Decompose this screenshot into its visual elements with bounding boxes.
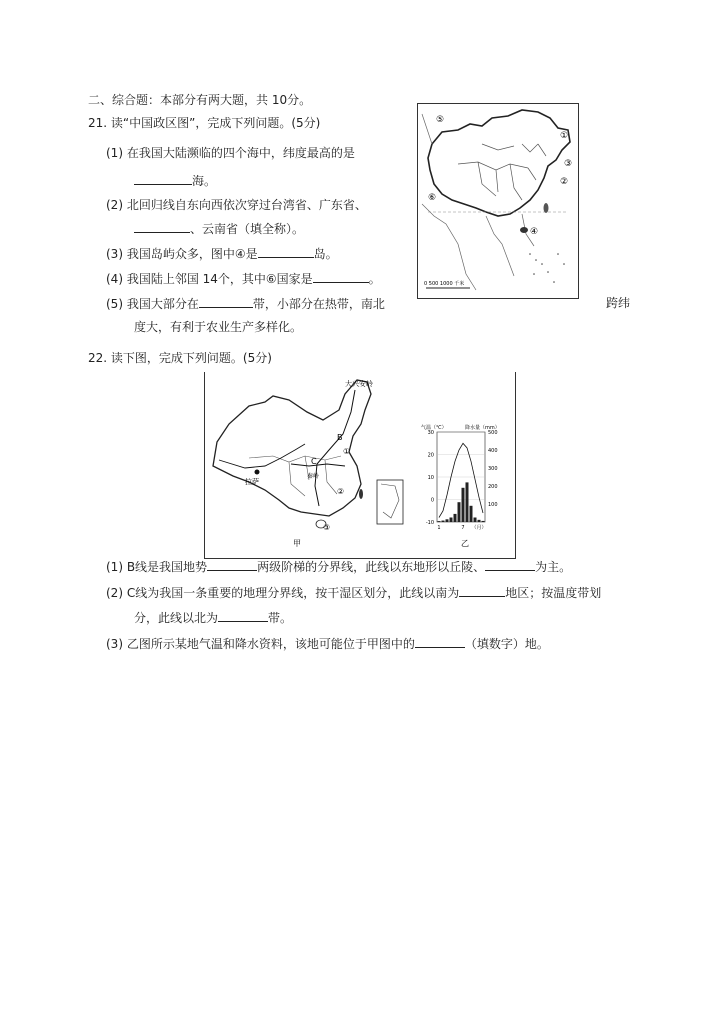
chart-right-tick: 300: [488, 466, 498, 472]
q22-title: 22. 读下图，完成下列问题。(5分): [88, 351, 272, 365]
chart-title-right: 降水量（mm）: [465, 425, 500, 431]
precip-bar-5: [454, 514, 457, 522]
china-border: [428, 110, 573, 216]
chart-left-tick: 10: [427, 475, 434, 481]
q22-item-2-blank-2[interactable]: [218, 609, 268, 622]
precip-bar-3: [446, 519, 449, 522]
label-c: C: [311, 457, 317, 466]
chart-left-tick: 30: [427, 430, 434, 436]
chart-right-tick: 400: [488, 448, 498, 454]
q21-item-4-text: 我国陆上邻国 14个，其中⑥国家是: [126, 272, 313, 286]
scale-label: 0 500 1000 千米: [424, 281, 465, 287]
q21-item-4-num: (4): [106, 272, 123, 286]
q22-item-3-num: (3): [106, 637, 123, 651]
q22-figure-drawing: [205, 372, 515, 558]
q21-item-2-post: 、云南省（填全称）。: [190, 222, 305, 236]
map2-marker-1: ①: [343, 447, 351, 456]
q21-item-5-blank[interactable]: [199, 295, 253, 308]
chart-right-tick: 100: [488, 502, 498, 508]
q21-item-1-post: 海。: [192, 174, 217, 188]
lasa-dot: [255, 470, 260, 475]
q22-item-3-blank[interactable]: [415, 635, 465, 648]
china-political-map: [417, 103, 579, 299]
q21-item-5: [106, 295, 385, 312]
q22-item-2-line2: [134, 609, 292, 626]
chart-title-left: 气温（℃）: [421, 425, 447, 431]
chart-left-tick: 0: [430, 497, 434, 504]
q22-item-2: [106, 584, 601, 601]
q22-item-1-text: B线是我国地势: [126, 560, 208, 574]
q22-item-1-blank-2[interactable]: [485, 558, 535, 571]
q21-item-2-text: 北回归线自东向西依次穿过台湾省、广东省、: [126, 198, 367, 212]
q22-item-3: [106, 635, 549, 652]
q21-item-5-num: (5): [106, 297, 123, 311]
q21-item-1-num: (1): [106, 146, 123, 160]
caption-left: 甲: [293, 539, 301, 548]
neighbor-lines: [422, 114, 534, 290]
q21-item-2-blank[interactable]: [134, 220, 190, 233]
chart-left-tick: 20: [427, 452, 434, 459]
precip-bar-7: [462, 488, 465, 522]
chart-x-tick: （月）: [471, 525, 487, 531]
q22-item-1: [106, 558, 571, 575]
line-c: [291, 464, 345, 466]
label-b: B: [337, 433, 343, 442]
q22-item-1-mid: 两级阶梯的分界线，此线以东地形以丘陵、: [257, 560, 486, 574]
q22-item-2-mid: 地区；按温度带划: [505, 586, 602, 600]
q21-item-2: [106, 197, 367, 213]
q21-item-2-line2: [134, 220, 304, 237]
q21-item-1-line2: [134, 172, 216, 189]
q21-item-2-num: (2): [106, 198, 123, 212]
map-marker-6: ⑥: [428, 193, 437, 203]
q22-item-1-post: 为主。: [535, 560, 572, 574]
chart-right-tick: 200: [488, 484, 498, 490]
q21-item-3-post: 岛。: [313, 247, 338, 261]
q21-item-5-mid: 带，小部分在热带，南北: [252, 297, 385, 311]
map-marker-1: ①: [560, 131, 569, 141]
q22-item-3-post: （填数字）地。: [464, 637, 549, 651]
precip-bar-11: [478, 520, 481, 522]
q22-item-2-post: 带。: [268, 611, 293, 625]
map2-marker-3: ③: [323, 523, 331, 532]
china-political-map-drawing: [418, 104, 578, 298]
island-dots: [529, 253, 565, 283]
precip-bar-1: [438, 521, 441, 522]
q21-item-1-blank[interactable]: [134, 172, 192, 185]
map-marker-5: ⑤: [436, 115, 445, 125]
q21-item-4-blank[interactable]: [313, 270, 369, 283]
q21-title: 21. 读“中国政区图”，完成下列问题。(5分): [88, 116, 321, 130]
q21-item-4-post: 。: [368, 272, 381, 286]
q22-item-2-blank-1[interactable]: [459, 584, 505, 597]
chart-right-tick: 500: [488, 430, 498, 436]
province-lines-2: [249, 456, 341, 496]
precip-bar-4: [450, 518, 453, 523]
q22-item-2-num: (2): [106, 586, 123, 600]
chart-left-tick: -10: [425, 520, 434, 526]
province-lines: [458, 144, 546, 200]
q21-item-5-line2: 度大，有利于农业生产多样化。: [134, 320, 303, 334]
q22-item-1-blank-1[interactable]: [207, 558, 257, 571]
q22-item-2-text: C线为我国一条重要的地理分界线，按干湿区划分，此线以南为: [126, 586, 460, 600]
label-lasa: 拉萨: [245, 478, 259, 486]
precip-bar-10: [474, 518, 477, 523]
q21-item-1: [106, 145, 355, 161]
q21-item-1-text: 在我国大陆濒临的四个海中，纬度最高的是: [126, 146, 355, 160]
q22-item-3-text: 乙图所示某地气温和降水资料，该地可能位于甲图中的: [126, 637, 415, 651]
precip-bar-9: [470, 506, 473, 522]
q21-item-3-blank[interactable]: [258, 245, 314, 258]
hainan-island: [520, 227, 528, 233]
precip-bar-2: [442, 521, 445, 522]
map2-marker-2: ②: [337, 487, 345, 496]
q21-item-3-text: 我国岛屿众多，图中④是: [126, 247, 258, 261]
taiwan-island: [544, 203, 549, 213]
map-marker-3: ③: [564, 159, 573, 169]
map-marker-4: ④: [530, 227, 539, 237]
precip-bar-6: [458, 502, 461, 522]
section-heading: 二、综合题：本部分有两大题，共 10分。: [88, 93, 312, 107]
q21-item-5-text: 我国大部分在: [126, 297, 199, 311]
label-qinling: 秦岭: [307, 473, 320, 480]
precip-bar-12: [482, 521, 485, 522]
q21-item-4: [106, 270, 381, 287]
taiwan: [359, 489, 363, 499]
caption-right: 乙: [461, 539, 469, 548]
q21-item-3-num: (3): [106, 247, 123, 261]
precip-bar-8: [466, 482, 469, 522]
q22-figure: [204, 372, 516, 559]
q21-item-5-tail: 跨纬: [606, 296, 631, 310]
q22-item-2-line2-text: 分，此线以北为: [134, 611, 219, 625]
chart-x-tick: 7: [461, 525, 465, 531]
chart-x-tick: 1: [437, 525, 441, 531]
climate-chart: [421, 424, 500, 531]
q21-item-3: [106, 245, 338, 262]
map-marker-2: ②: [560, 177, 569, 187]
q22-item-1-num: (1): [106, 560, 123, 574]
label-dxal: 大兴安岭: [345, 380, 373, 388]
